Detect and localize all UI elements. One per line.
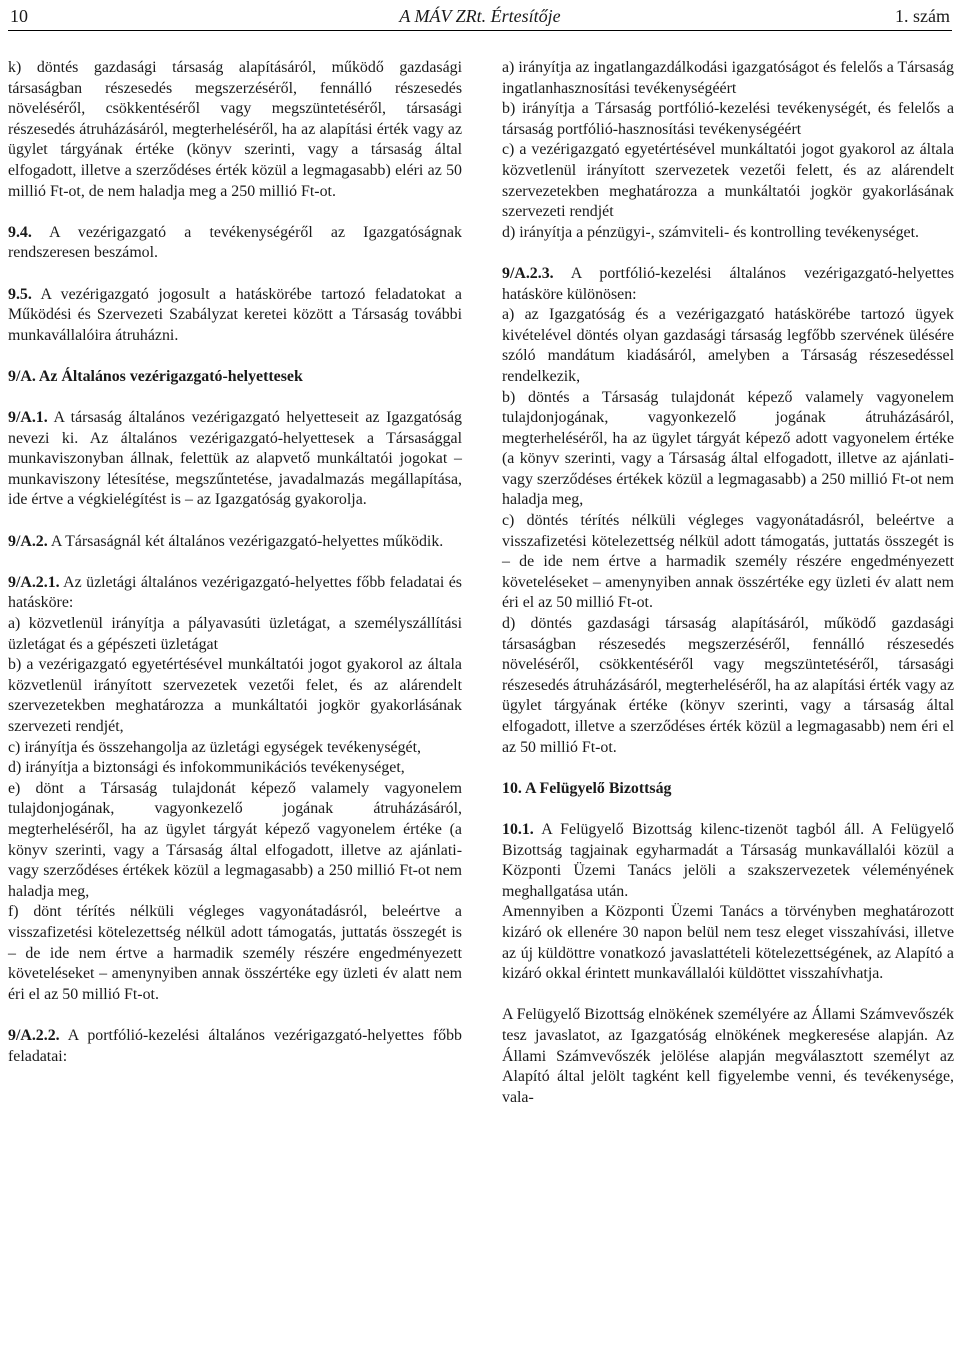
paragraph-text: a) az Igazgatóság és a vezérigazgató hatáskörébe tartozó ügyek kivételével döntés olyan gazdasági társaság legfőbb szervének ülésére szóló mandátum kiadásáról, amelyben a Társaság részesedéssel rendelkezik,	[502, 306, 954, 385]
paragraph-text: A vezérigazgató jogosult a hatáskörébe tartozó feladatokat a Működési és Szervezeti Szabályzat keretei között a Társaság további munkavállalóira átruházni.	[8, 285, 462, 344]
paragraph-text: c) a vezérigazgató egyetértésével munkáltatói jogot gyakorol az általa közvetlenül irányított szervezetek vezetői felett, és az alárendelt szervezetekben meghatározza a munkáltatói jogkör gyakorlásának szervezeti rendjét	[502, 141, 954, 221]
paragraph	[502, 305, 954, 387]
paragraph	[502, 614, 954, 758]
section-label: 10.1.	[502, 820, 534, 838]
right-column	[502, 58, 954, 1108]
issue-number: 1. szám	[895, 6, 950, 26]
paragraph	[502, 1005, 954, 1108]
paragraph	[502, 140, 954, 222]
paragraph	[502, 223, 954, 244]
paragraph-text: c) irányítja és összehangolja az üzletági egységek tevékenységét,	[8, 738, 421, 756]
paragraph	[8, 408, 462, 511]
paragraph	[8, 614, 462, 655]
section-label: 10. A Felügyelő Bizottság	[502, 779, 672, 797]
paragraph-text: A társaság általános vezérigazgató helyetteseit az Igazgatóság nevezi ki. Az általános vezérigazgató-helyettesek a Társasággal munkaviszonyban állnak, felettük az alapvető munkáltatói jogokat – munkaviszony létesítése, megszűntetése, javadalmazás megállapítása, ide értve a végkielégítést is – az Igazgatóság gyakorolja.	[8, 409, 462, 509]
page-number: 10	[10, 6, 28, 26]
left-column	[8, 58, 462, 1067]
paragraph	[8, 902, 462, 1005]
paragraph	[502, 902, 954, 984]
paragraph-text: b) döntés a Társaság tulajdonát képező valamely vagyonelem tulajdonjogának, vagyonkezelő jogának átruházásáról, megterheléséről, ha az ügylet tárgyát képező adott vagyonelem értéke (a könyv szerinti, vagy a Társaság által elfogadott, illetve az ajánlati- vagy szerződéses értékek közül a legmagasabb) a 250 millió Ft-ot nem haladja meg,	[502, 388, 954, 509]
publication-title: A MÁV ZRt. Értesítője	[399, 6, 561, 26]
paragraph	[8, 532, 462, 553]
paragraph-text: b) a vezérigazgató egyetértésével munkáltatói jogot gyakorol az általa közvetlenül irányított szervezetek vezetői felet, és az alárendelt szervezetekben meghatározza a munkáltatói jogkör gyakorlásának szervezeti rendjét,	[8, 656, 462, 735]
section-label: 9/A. Az Általános vezérigazgató-helyettesek	[8, 367, 303, 385]
paragraph-text: Az üzletági általános vezérigazgató-helyettes főbb feladatai és hatásköre:	[8, 573, 462, 612]
paragraph-text: k) döntés gazdasági társaság alapításáról, működő gazdasági társaságban részesedés megszerzéséről, fennálló részesedés növeléséről, csökkentéséről vagy megszüntetéséről, társasági részesedés átruházásáról, megterheléséről, ha az alapítási érték vagy az ügylet tárgyának értéke (könyv szerinti, vagy a társaság által elfogadott, illetve a szerződéses érték közül a legmagasabb) eléri az 50 millió Ft-ot, de nem haladja meg a 250 millió Ft-ot.	[8, 59, 462, 200]
paragraph	[8, 573, 462, 614]
section-label: 9/A.2.	[8, 532, 48, 550]
paragraph	[8, 58, 462, 202]
paragraph-text: A portfólió-kezelési általános vezérigazgató-helyettes főbb feladatai:	[8, 1026, 462, 1065]
paragraph-text: f) dönt térítés nélküli végleges vagyonátadásról, beleértve a visszafizetési kötelezettség nélkül adott támogatás, juttatás összegét is – de ide nem értve a harmadik személy részére engedményezett követeléseket – amenynyiben annak összértéke egy üzleti év alatt nem éri el az 50 millió Ft-ot.	[8, 903, 462, 1003]
paragraph	[502, 779, 954, 800]
paragraph	[8, 758, 462, 779]
paragraph-text: A Felügyelő Bizottság kilenc-tizenöt tagból áll. A Felügyelő Bizottság tagjainak egyharmadát a Társaság munkavállalói közül a Központi Üzemi Tanács jelöli a szakszervezetek véleményének meghallgatása után.	[502, 820, 954, 900]
page-header	[8, 4, 952, 31]
paragraph	[502, 58, 954, 99]
paragraph-text: e) dönt a Társaság tulajdonát képező valamely vagyonelem tulajdonjogának, vagyonkezelő jogának átruházásáról, megterheléséről, ha az ügylet tárgyát képező vagyonelem értéke (a könyv szerinti, vagy a Társaság által elfogadott, illetve az ajánlati- vagy szerződéses értékek közül a legmagasabb) a 250 millió Ft-ot nem haladja meg,	[8, 779, 462, 900]
section-label: 9/A.2.3.	[502, 264, 554, 282]
paragraph-text: c) döntés térítés nélküli végleges vagyonátadásról, beleértve a visszafizetési kötelezettség nélkül adott támogatás, juttatás összegét is – de ide nem értve a harmadik személy részére engedményezett követeléseket – amenynyiben annak összértéke egy üzleti év alatt nem éri el az 50 millió Ft-ot.	[502, 512, 954, 612]
paragraph-text: A portfólió-kezelési általános vezérigazgató-helyettes hatásköre különösen:	[502, 264, 954, 303]
paragraph	[8, 1026, 462, 1067]
paragraph-text: d) döntés gazdasági társaság alapításáról, működő gazdasági társaságban részesedés megszerzéséről, fennálló részesedés növeléséről, csökkentéséről vagy megszüntetéséről, társasági részesedés átruházásáról, megterheléséről, ha az alapítási érték vagy az ügylet tárgyának értéke (könyv szerinti, vagy a társaság által elfogadott, illetve a szerződéses érték közül a legmagasabb) nem éri el az 50 millió Ft-ot.	[502, 615, 954, 756]
paragraph	[8, 738, 462, 759]
paragraph	[8, 779, 462, 903]
paragraph	[8, 367, 462, 388]
paragraph-text: a) közvetlenül irányítja a pályavasúti üzletágat, a személyszállítási üzletágat és a gépészeti üzletágat	[8, 615, 462, 653]
paragraph	[8, 285, 462, 347]
paragraph	[502, 511, 954, 614]
section-label: 9.4.	[8, 223, 32, 241]
section-label: 9/A.2.1.	[8, 573, 60, 591]
paragraph-text: b) irányítja a Társaság portfólió-kezelési tevékenységét, és felelős a társaság portfólió-hasznosítási tevékenységéért	[502, 100, 954, 138]
paragraph	[8, 223, 462, 264]
section-label: 9/A.2.2.	[8, 1026, 60, 1044]
paragraph-text: A Társaságnál két általános vezérigazgató-helyettes működik.	[47, 532, 444, 550]
paragraph-text: A vezérigazgató a tevékenységéről az Igazgatóságnak rendszeresen beszámol.	[8, 223, 462, 262]
paragraph-text: Amennyiben a Központi Üzemi Tanács a törvényben meghatározott kizáró ok ellenére 30 napon belül nem tesz eleget visszahívási, illetve az új küldöttre vonatkozó javaslattételi kötelezettségének, az Alapító a kizáró okkal érintett munkavállalói küldöttet visszahívhatja.	[502, 903, 954, 983]
section-label: 9/A.1.	[8, 409, 48, 427]
paragraph-text: d) irányítja a biztonsági és infokommunikációs tevékenységet,	[8, 759, 405, 777]
paragraph	[502, 388, 954, 512]
paragraph	[8, 655, 462, 737]
paragraph	[502, 820, 954, 902]
paragraph-text: A Felügyelő Bizottság elnökének személyére az Állami Számvevőszék tesz javaslatot, az Igazgatóság elnökének megkeresése alapján. Az Állami Számvevőszék jelölése alapján megválasztott személyt az Alapító által jelölt tagként kell figyelembe venni, és tevékenysége, vala-	[502, 1006, 954, 1106]
section-label: 9.5.	[8, 285, 32, 303]
paragraph-text: d) irányítja a pénzügyi-, számviteli- és kontrolling tevékenységet.	[502, 223, 919, 241]
paragraph	[502, 264, 954, 305]
paragraph	[502, 99, 954, 140]
paragraph-text: a) irányítja az ingatlangazdálkodási igazgatóságot és felelős a Társaság ingatlanhasznosítási tevékenységéért	[502, 59, 954, 97]
